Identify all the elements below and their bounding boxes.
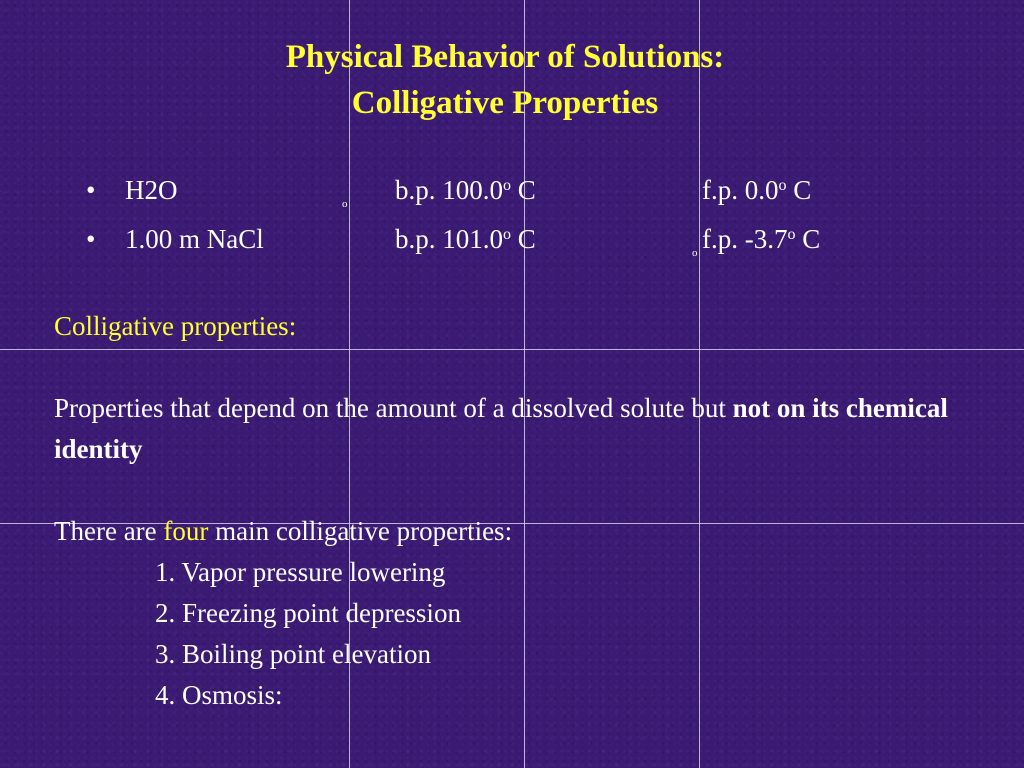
boiling-point: b.p. 101.0$^o$ C [395, 224, 536, 254]
slide-title [0, 34, 1010, 126]
list-item: 2. Freezing point depression [155, 598, 461, 628]
list-item: 1. Vapor pressure lowering [155, 557, 446, 587]
intro-text-after: main colligative properties: [208, 516, 513, 546]
title-line-1: Physical Behavior of Solutions: [285, 39, 725, 75]
boiling-point: b.p. 100.0$^o$ C [395, 175, 536, 205]
list-item: 4. Osmosis: [155, 680, 283, 710]
stray-degree-mark: o [692, 247, 698, 259]
grid-line-horizontal-1 [0, 349, 1024, 350]
freezing-point: f.p. 0.0$^o$ C [702, 175, 812, 205]
substance-label: 1.00 m NaCl [125, 224, 264, 254]
freezing-point: f.p. -3.7$^o$ C [702, 224, 821, 254]
title-line-2: Colligative Properties [351, 85, 659, 121]
definition-emphasis: not on its chemical identity [54, 393, 948, 464]
list-item: 3. Boiling point elevation [155, 639, 431, 669]
section-heading: Colligative properties: [54, 311, 297, 341]
bullet-marker: • [86, 224, 96, 254]
intro-highlight: four [163, 516, 209, 546]
bullet-marker: • [86, 175, 96, 205]
definition-text: Properties that depend on the amount of a dissolved solute but [54, 393, 733, 423]
stray-degree-mark: o [342, 198, 348, 210]
intro-text-before: There are [54, 516, 164, 546]
definition-paragraph [54, 388, 974, 470]
intro-line [54, 511, 512, 552]
substance-label: H2O [125, 175, 178, 205]
